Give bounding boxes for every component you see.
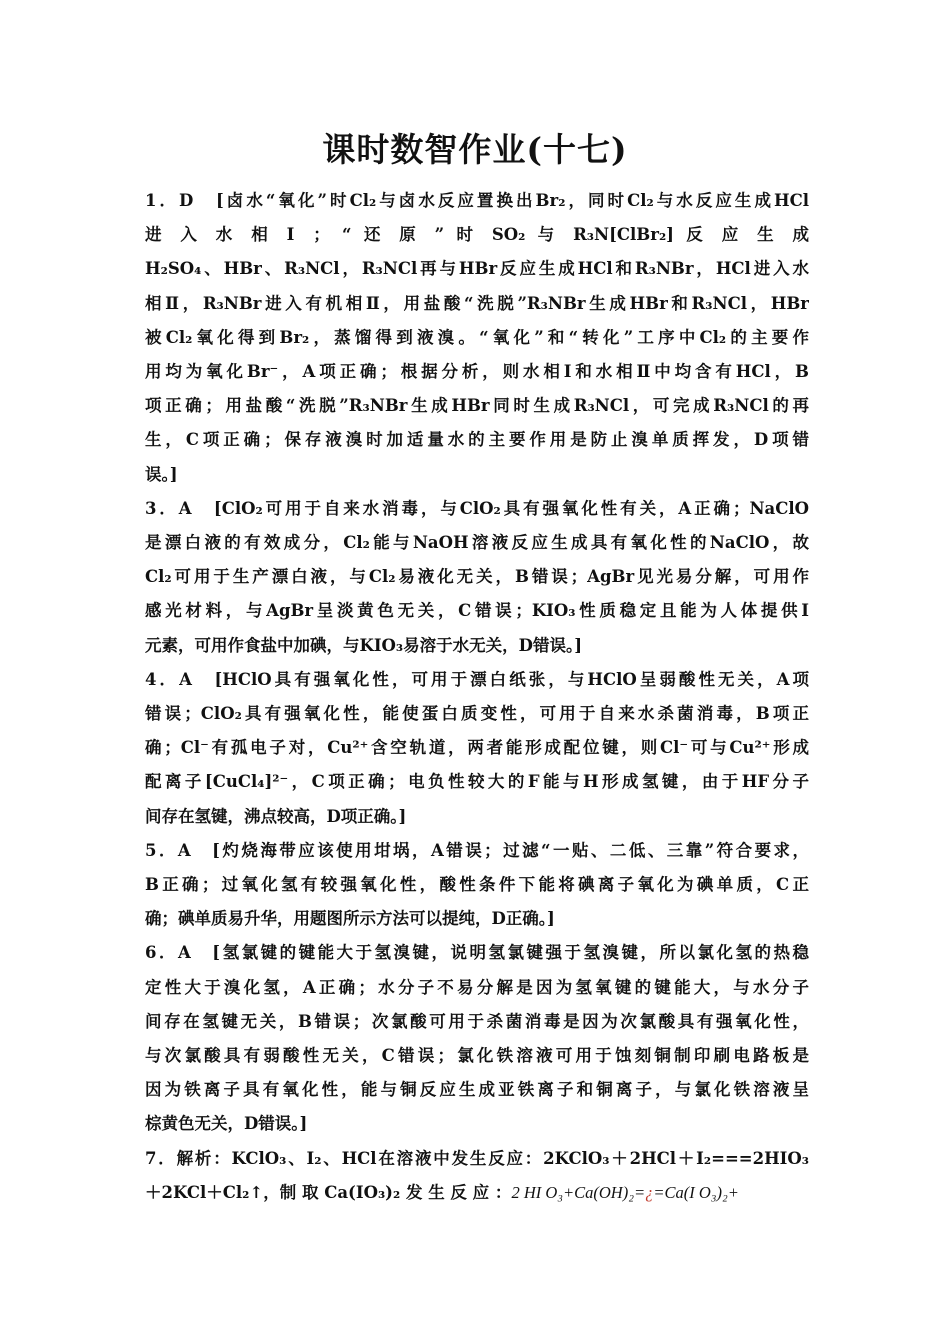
text-line: 1．D [卤水“氧化”时Cl₂与卤水反应置换出Br₂，同时Cl₂与水反应生成HCl [145,191,809,210]
answer-3 [145,492,809,663]
text-line: 误。] [145,464,178,484]
text-line: 进 入 水 相 Ⅰ ； “ 还 原 ” 时 SO₂ 与 R₃N[ClBr₂] 反 应 生 成 [145,225,809,245]
text-line: H₂SO₄、HBr、R₃NCl，R₃NCl再与HBr反应生成HCl和R₃NBr，HCl进入水 [145,259,809,279]
text-line: 棕黄色无关，D错误。] [145,1114,308,1134]
text-line: 被Cl₂氧化得到Br₂，蒸馏得到液溴。“氧化”和“转化”工序中Cl₂的主要作 [145,327,809,347]
text-line: 确；碘单质易升华，用题图所示方法可以提纯，D正确。] [145,909,555,929]
answer-4 [145,663,809,834]
text-line: 项正确；用盐酸“洗脱”R₃NBr生成HBr同时生成R₃NCl，可完成R₃NCl的再 [145,396,809,416]
answer-6 [145,936,809,1141]
text-line: 感光材料，与AgBr呈淡黄色无关，C错误；KIO₃性质稳定且能为人体提供I [145,601,809,621]
text-line: 与次氯酸具有弱酸性无关，C错误；氯化铁溶液可用于蚀刻铜制印刷电路板是 [145,1046,809,1066]
text-line: 间存在氢键无关，B错误；次氯酸可用于杀菌消毒是因为次氯酸具有强氧化性， [145,1011,809,1031]
text-line: 配离子[CuCl₄]²⁻，C项正确；电负性较大的F能与H形成氢键，由于HF分子 [145,772,809,792]
text-line: 元素，可用作食盐中加碘，与KIO₃易溶于水无关，D错误。] [145,635,583,655]
text-line: 是漂白液的有效成分，Cl₂能与NaOH溶液反应生成具有氧化性的NaClO，故 [145,533,809,553]
text-segment: ＋2KCl＋Cl₂↑，制 取 Ca(IO₃)₂ 发 生 反 应 ： [145,1182,512,1202]
answer-7 [145,1142,809,1210]
equation-part: 2 HI O₃+Ca(OH)₂= [511,1182,646,1202]
equation-glitch: ¿ [645,1182,654,1202]
text-line: 因为铁离子具有氧化性，能与铜反应生成亚铁离子和铜离子，与氯化铁溶液呈 [145,1080,809,1100]
answer-body [145,184,809,1210]
text-line: 5．A [灼烧海带应该使用坩埚，A错误；过滤“一贴、二低、三靠”符合要求， [145,840,809,860]
text-line: B正确；过氧化氢有较强氧化性，酸性条件下能将碘离子氧化为碘单质，C正 [145,875,809,895]
text-line: 错误；ClO₂具有强氧化性，能使蛋白质变性，可用于自来水杀菌消毒，B项正 [145,704,809,724]
text-line [145,1176,809,1210]
text-line: Cl₂可用于生产漂白液，与Cl₂易液化无关，B错误；AgBr见光易分解，可用作 [145,567,809,587]
text-line: 3．A [ClO₂可用于自来水消毒，与ClO₂具有强氧化性有关，A正确；NaClO [145,498,809,518]
answer-5 [145,834,809,937]
text-line: 用均为氧化Br⁻，A项正确；根据分析，则水相Ⅰ和水相Ⅱ中均含有HCl，B [145,362,809,382]
text-line: 间存在氢键，沸点较高，D项正确。] [145,806,407,826]
answer-1 [145,184,809,492]
text-line: 6．A [氢氯键的键能大于氢溴键，说明氢氯键强于氢溴键，所以氯化氢的热稳 [145,943,809,963]
text-line: 4．A [HClO具有强氧化性，可用于漂白纸张，与HClO呈弱酸性无关，A项 [145,669,809,689]
text-line: 定性大于溴化氢，A正确；水分子不易分解是因为氢氧键的键能大，与水分子 [145,977,809,997]
page-title: 课时数智作业(十七) [322,130,628,169]
text-line: 确；Cl⁻有孤电子对，Cu²⁺含空轨道，两者能形成配位键，则Cl⁻可与Cu²⁺形成 [145,738,809,758]
text-line: 生，C项正确；保存液溴时加适量水的主要作用是防止溴单质挥发，D项错 [145,430,809,450]
text-line: 相Ⅱ，R₃NBr进入有机相Ⅱ，用盐酸“洗脱”R₃NBr生成HBr和R₃NCl，HBr [145,293,809,313]
equation-part: =Ca(I O₃)₂+ [653,1182,739,1202]
text-line: 7．解析：KClO₃、I₂、HCl在溶液中发生反应：2KClO₃＋2HCl＋I₂===2HIO₃ [145,1148,809,1168]
